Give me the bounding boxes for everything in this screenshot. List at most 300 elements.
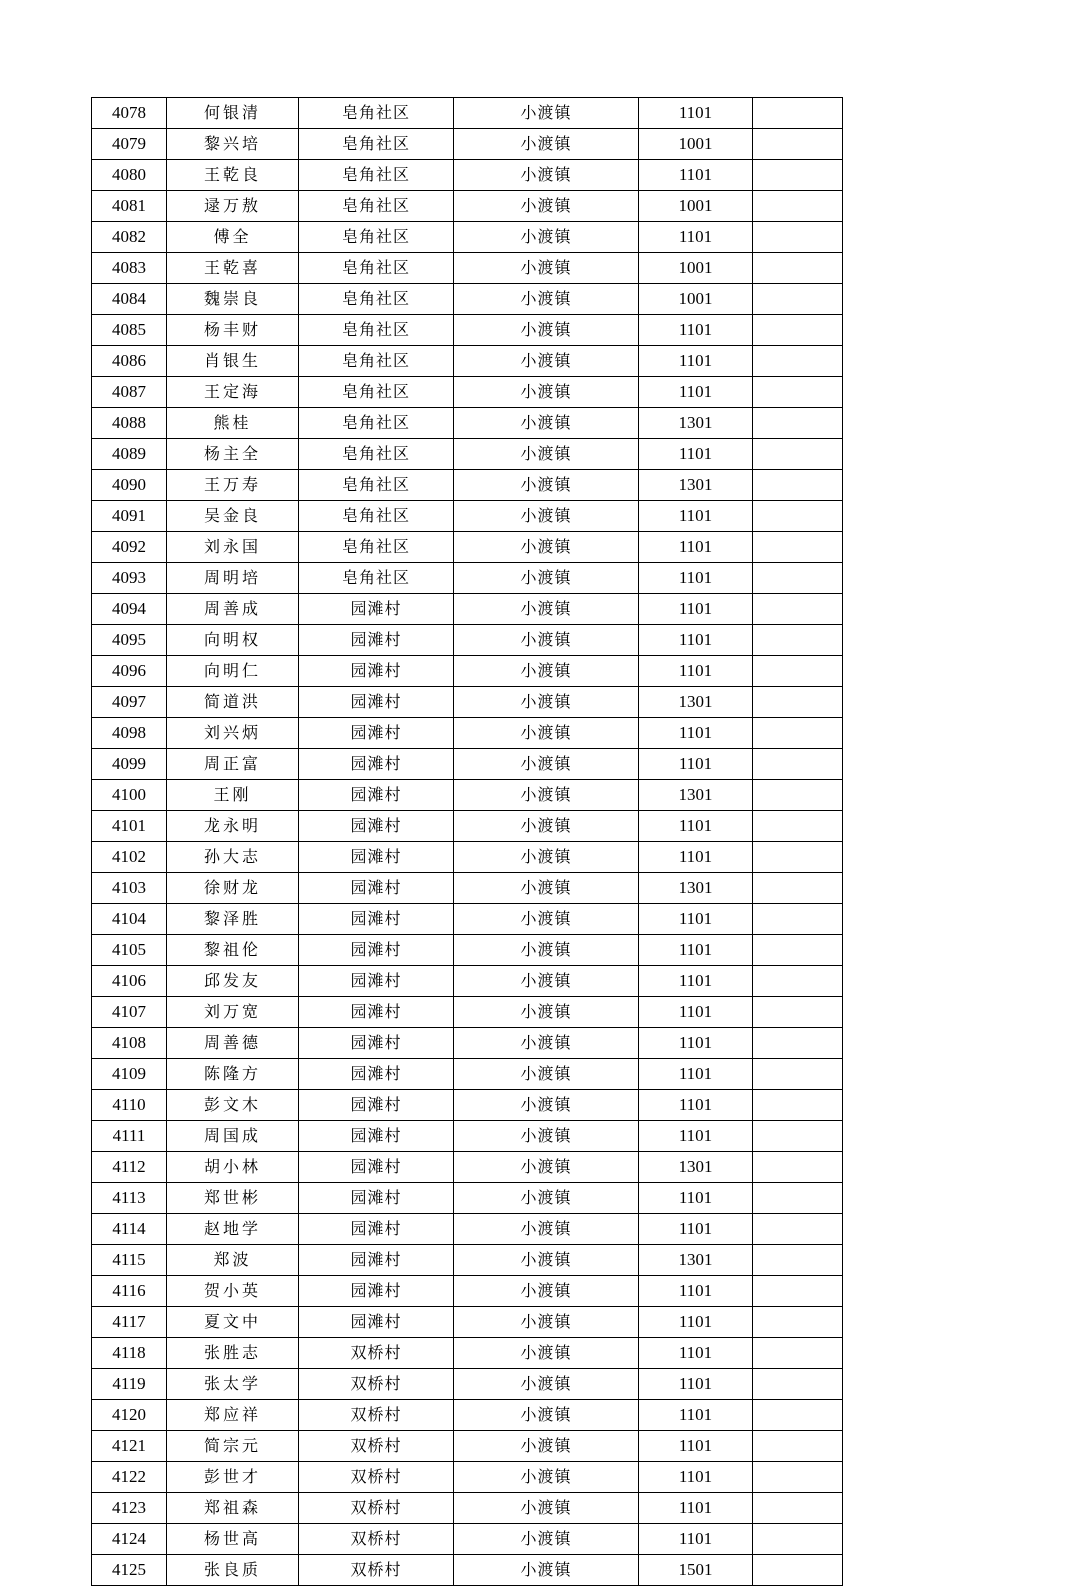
cell-village: 园滩村 bbox=[299, 625, 454, 656]
table-row bbox=[92, 1028, 843, 1059]
table-row bbox=[92, 222, 843, 253]
cell-record-number: 4114 bbox=[92, 1214, 167, 1245]
table-row bbox=[92, 842, 843, 873]
cell-person-name: 陈隆方 bbox=[167, 1059, 299, 1090]
cell-person-name: 刘兴炳 bbox=[167, 718, 299, 749]
cell-person-name: 郑应祥 bbox=[167, 1400, 299, 1431]
cell-person-name: 杨丰财 bbox=[167, 315, 299, 346]
table-row bbox=[92, 377, 843, 408]
cell-person-name: 杨主全 bbox=[167, 439, 299, 470]
cell-town: 小渡镇 bbox=[454, 687, 639, 718]
cell-town: 小渡镇 bbox=[454, 1338, 639, 1369]
cell-record-number: 4104 bbox=[92, 904, 167, 935]
cell-person-name: 傅全 bbox=[167, 222, 299, 253]
cell-record-number: 4108 bbox=[92, 1028, 167, 1059]
cell-village: 皂角社区 bbox=[299, 346, 454, 377]
cell-record-number: 4089 bbox=[92, 439, 167, 470]
cell-record-number: 4112 bbox=[92, 1152, 167, 1183]
cell-person-name: 邱发友 bbox=[167, 966, 299, 997]
cell-code: 1101 bbox=[639, 904, 753, 935]
cell-extra bbox=[753, 780, 843, 811]
cell-village: 皂角社区 bbox=[299, 563, 454, 594]
cell-extra bbox=[753, 1307, 843, 1338]
cell-village: 园滩村 bbox=[299, 1276, 454, 1307]
table-row bbox=[92, 997, 843, 1028]
cell-record-number: 4083 bbox=[92, 253, 167, 284]
cell-village: 双桥村 bbox=[299, 1400, 454, 1431]
cell-village: 皂角社区 bbox=[299, 408, 454, 439]
cell-village: 皂角社区 bbox=[299, 470, 454, 501]
table-row bbox=[92, 935, 843, 966]
cell-town: 小渡镇 bbox=[454, 346, 639, 377]
table-row bbox=[92, 1400, 843, 1431]
table-row bbox=[92, 253, 843, 284]
cell-village: 园滩村 bbox=[299, 997, 454, 1028]
cell-person-name: 简宗元 bbox=[167, 1431, 299, 1462]
cell-code: 1101 bbox=[639, 160, 753, 191]
cell-code: 1101 bbox=[639, 842, 753, 873]
cell-town: 小渡镇 bbox=[454, 470, 639, 501]
cell-town: 小渡镇 bbox=[454, 749, 639, 780]
cell-town: 小渡镇 bbox=[454, 718, 639, 749]
cell-village: 皂角社区 bbox=[299, 284, 454, 315]
cell-village: 园滩村 bbox=[299, 1121, 454, 1152]
cell-person-name: 何银清 bbox=[167, 98, 299, 129]
table-row bbox=[92, 594, 843, 625]
cell-town: 小渡镇 bbox=[454, 501, 639, 532]
cell-extra bbox=[753, 346, 843, 377]
cell-person-name: 向明权 bbox=[167, 625, 299, 656]
cell-village: 园滩村 bbox=[299, 811, 454, 842]
cell-village: 双桥村 bbox=[299, 1338, 454, 1369]
cell-village: 园滩村 bbox=[299, 842, 454, 873]
cell-code: 1101 bbox=[639, 811, 753, 842]
cell-extra bbox=[753, 1338, 843, 1369]
table-row bbox=[92, 1276, 843, 1307]
cell-town: 小渡镇 bbox=[454, 1090, 639, 1121]
cell-town: 小渡镇 bbox=[454, 160, 639, 191]
cell-town: 小渡镇 bbox=[454, 811, 639, 842]
cell-village: 皂角社区 bbox=[299, 532, 454, 563]
table-row bbox=[92, 284, 843, 315]
cell-extra bbox=[753, 377, 843, 408]
cell-town: 小渡镇 bbox=[454, 935, 639, 966]
cell-town: 小渡镇 bbox=[454, 1307, 639, 1338]
table-row bbox=[92, 563, 843, 594]
cell-code: 1101 bbox=[639, 935, 753, 966]
cell-extra bbox=[753, 470, 843, 501]
cell-code: 1101 bbox=[639, 1090, 753, 1121]
cell-person-name: 徐财龙 bbox=[167, 873, 299, 904]
cell-village: 皂角社区 bbox=[299, 222, 454, 253]
cell-town: 小渡镇 bbox=[454, 1400, 639, 1431]
cell-code: 1301 bbox=[639, 1245, 753, 1276]
cell-extra bbox=[753, 1121, 843, 1152]
cell-record-number: 4105 bbox=[92, 935, 167, 966]
cell-extra bbox=[753, 718, 843, 749]
cell-extra bbox=[753, 1462, 843, 1493]
table-row bbox=[92, 408, 843, 439]
cell-person-name: 张太学 bbox=[167, 1369, 299, 1400]
cell-village: 园滩村 bbox=[299, 1307, 454, 1338]
cell-village: 皂角社区 bbox=[299, 160, 454, 191]
table-row bbox=[92, 1462, 843, 1493]
cell-person-name: 简道洪 bbox=[167, 687, 299, 718]
cell-record-number: 4091 bbox=[92, 501, 167, 532]
cell-code: 1101 bbox=[639, 997, 753, 1028]
table-row bbox=[92, 749, 843, 780]
cell-code: 1101 bbox=[639, 625, 753, 656]
cell-record-number: 4098 bbox=[92, 718, 167, 749]
cell-town: 小渡镇 bbox=[454, 315, 639, 346]
table-row bbox=[92, 1338, 843, 1369]
cell-extra bbox=[753, 904, 843, 935]
table-row bbox=[92, 439, 843, 470]
cell-town: 小渡镇 bbox=[454, 191, 639, 222]
cell-town: 小渡镇 bbox=[454, 1276, 639, 1307]
table-row bbox=[92, 1493, 843, 1524]
cell-person-name: 王乾喜 bbox=[167, 253, 299, 284]
cell-village: 双桥村 bbox=[299, 1431, 454, 1462]
cell-town: 小渡镇 bbox=[454, 532, 639, 563]
cell-person-name: 刘永国 bbox=[167, 532, 299, 563]
cell-person-name: 刘万宽 bbox=[167, 997, 299, 1028]
cell-code: 1301 bbox=[639, 687, 753, 718]
cell-village: 双桥村 bbox=[299, 1524, 454, 1555]
cell-town: 小渡镇 bbox=[454, 408, 639, 439]
table-row bbox=[92, 687, 843, 718]
cell-extra bbox=[753, 98, 843, 129]
cell-village: 皂角社区 bbox=[299, 129, 454, 160]
cell-village: 园滩村 bbox=[299, 718, 454, 749]
cell-village: 园滩村 bbox=[299, 1059, 454, 1090]
cell-town: 小渡镇 bbox=[454, 1121, 639, 1152]
cell-person-name: 孙大志 bbox=[167, 842, 299, 873]
table-row bbox=[92, 191, 843, 222]
cell-extra bbox=[753, 1059, 843, 1090]
cell-record-number: 4079 bbox=[92, 129, 167, 160]
cell-code: 1101 bbox=[639, 1462, 753, 1493]
table-row bbox=[92, 1307, 843, 1338]
cell-code: 1101 bbox=[639, 315, 753, 346]
cell-extra bbox=[753, 160, 843, 191]
cell-village: 园滩村 bbox=[299, 687, 454, 718]
cell-person-name: 张良质 bbox=[167, 1555, 299, 1586]
cell-code: 1301 bbox=[639, 780, 753, 811]
cell-village: 园滩村 bbox=[299, 904, 454, 935]
cell-village: 皂角社区 bbox=[299, 377, 454, 408]
cell-record-number: 4106 bbox=[92, 966, 167, 997]
cell-extra bbox=[753, 1276, 843, 1307]
table-row bbox=[92, 1555, 843, 1586]
cell-person-name: 熊桂 bbox=[167, 408, 299, 439]
cell-record-number: 4109 bbox=[92, 1059, 167, 1090]
cell-village: 园滩村 bbox=[299, 780, 454, 811]
cell-town: 小渡镇 bbox=[454, 1493, 639, 1524]
cell-extra bbox=[753, 1400, 843, 1431]
cell-extra bbox=[753, 625, 843, 656]
cell-village: 园滩村 bbox=[299, 1183, 454, 1214]
cell-extra bbox=[753, 1152, 843, 1183]
cell-town: 小渡镇 bbox=[454, 1152, 639, 1183]
cell-extra bbox=[753, 811, 843, 842]
cell-record-number: 4119 bbox=[92, 1369, 167, 1400]
table-row bbox=[92, 718, 843, 749]
cell-extra bbox=[753, 1493, 843, 1524]
cell-village: 园滩村 bbox=[299, 935, 454, 966]
cell-extra bbox=[753, 687, 843, 718]
table-row bbox=[92, 532, 843, 563]
cell-code: 1101 bbox=[639, 1338, 753, 1369]
cell-code: 1501 bbox=[639, 1555, 753, 1586]
cell-town: 小渡镇 bbox=[454, 1245, 639, 1276]
cell-code: 1101 bbox=[639, 1524, 753, 1555]
cell-town: 小渡镇 bbox=[454, 98, 639, 129]
cell-code: 1101 bbox=[639, 966, 753, 997]
cell-extra bbox=[753, 1183, 843, 1214]
cell-person-name: 王乾良 bbox=[167, 160, 299, 191]
cell-person-name: 周国成 bbox=[167, 1121, 299, 1152]
table-row bbox=[92, 1183, 843, 1214]
cell-town: 小渡镇 bbox=[454, 1214, 639, 1245]
cell-person-name: 吴金良 bbox=[167, 501, 299, 532]
cell-code: 1101 bbox=[639, 532, 753, 563]
cell-extra bbox=[753, 129, 843, 160]
cell-code: 1301 bbox=[639, 470, 753, 501]
cell-code: 1001 bbox=[639, 284, 753, 315]
cell-extra bbox=[753, 563, 843, 594]
cell-record-number: 4094 bbox=[92, 594, 167, 625]
cell-code: 1101 bbox=[639, 346, 753, 377]
cell-village: 双桥村 bbox=[299, 1555, 454, 1586]
cell-village: 园滩村 bbox=[299, 1214, 454, 1245]
cell-town: 小渡镇 bbox=[454, 1059, 639, 1090]
table-row bbox=[92, 1059, 843, 1090]
cell-town: 小渡镇 bbox=[454, 1555, 639, 1586]
cell-village: 双桥村 bbox=[299, 1369, 454, 1400]
cell-record-number: 4085 bbox=[92, 315, 167, 346]
table-row bbox=[92, 160, 843, 191]
cell-town: 小渡镇 bbox=[454, 904, 639, 935]
table-row bbox=[92, 98, 843, 129]
cell-code: 1001 bbox=[639, 191, 753, 222]
cell-person-name: 贺小英 bbox=[167, 1276, 299, 1307]
table-row bbox=[92, 346, 843, 377]
cell-village: 皂角社区 bbox=[299, 253, 454, 284]
cell-record-number: 4086 bbox=[92, 346, 167, 377]
cell-record-number: 4115 bbox=[92, 1245, 167, 1276]
table-row bbox=[92, 1152, 843, 1183]
cell-record-number: 4103 bbox=[92, 873, 167, 904]
cell-record-number: 4097 bbox=[92, 687, 167, 718]
cell-person-name: 周明培 bbox=[167, 563, 299, 594]
cell-person-name: 王定海 bbox=[167, 377, 299, 408]
table-row bbox=[92, 656, 843, 687]
cell-extra bbox=[753, 1524, 843, 1555]
table-row bbox=[92, 1524, 843, 1555]
cell-town: 小渡镇 bbox=[454, 563, 639, 594]
cell-code: 1101 bbox=[639, 749, 753, 780]
cell-code: 1101 bbox=[639, 1493, 753, 1524]
cell-village: 园滩村 bbox=[299, 966, 454, 997]
cell-town: 小渡镇 bbox=[454, 253, 639, 284]
cell-extra bbox=[753, 1431, 843, 1462]
cell-person-name: 黎泽胜 bbox=[167, 904, 299, 935]
cell-record-number: 4110 bbox=[92, 1090, 167, 1121]
cell-record-number: 4095 bbox=[92, 625, 167, 656]
cell-village: 双桥村 bbox=[299, 1462, 454, 1493]
cell-extra bbox=[753, 191, 843, 222]
cell-village: 园滩村 bbox=[299, 594, 454, 625]
cell-record-number: 4123 bbox=[92, 1493, 167, 1524]
cell-record-number: 4092 bbox=[92, 532, 167, 563]
cell-town: 小渡镇 bbox=[454, 966, 639, 997]
cell-extra bbox=[753, 315, 843, 346]
cell-code: 1101 bbox=[639, 1059, 753, 1090]
table-row bbox=[92, 1090, 843, 1121]
cell-extra bbox=[753, 1555, 843, 1586]
cell-person-name: 张胜志 bbox=[167, 1338, 299, 1369]
cell-town: 小渡镇 bbox=[454, 656, 639, 687]
cell-town: 小渡镇 bbox=[454, 780, 639, 811]
cell-town: 小渡镇 bbox=[454, 1524, 639, 1555]
cell-town: 小渡镇 bbox=[454, 842, 639, 873]
cell-extra bbox=[753, 997, 843, 1028]
cell-town: 小渡镇 bbox=[454, 439, 639, 470]
cell-village: 双桥村 bbox=[299, 1493, 454, 1524]
cell-person-name: 王刚 bbox=[167, 780, 299, 811]
cell-code: 1101 bbox=[639, 1431, 753, 1462]
cell-extra bbox=[753, 749, 843, 780]
cell-town: 小渡镇 bbox=[454, 1369, 639, 1400]
table-row bbox=[92, 1121, 843, 1152]
cell-code: 1101 bbox=[639, 377, 753, 408]
cell-person-name: 郑祖森 bbox=[167, 1493, 299, 1524]
cell-record-number: 4081 bbox=[92, 191, 167, 222]
cell-code: 1301 bbox=[639, 1152, 753, 1183]
cell-code: 1101 bbox=[639, 1400, 753, 1431]
cell-extra bbox=[753, 1214, 843, 1245]
table-row bbox=[92, 501, 843, 532]
cell-person-name: 彭文木 bbox=[167, 1090, 299, 1121]
cell-person-name: 周善成 bbox=[167, 594, 299, 625]
cell-extra bbox=[753, 594, 843, 625]
cell-record-number: 4117 bbox=[92, 1307, 167, 1338]
cell-town: 小渡镇 bbox=[454, 222, 639, 253]
records-table bbox=[91, 97, 843, 1586]
cell-town: 小渡镇 bbox=[454, 594, 639, 625]
cell-record-number: 4093 bbox=[92, 563, 167, 594]
cell-extra bbox=[753, 1245, 843, 1276]
cell-village: 皂角社区 bbox=[299, 439, 454, 470]
cell-extra bbox=[753, 1090, 843, 1121]
table-row bbox=[92, 1245, 843, 1276]
cell-code: 1101 bbox=[639, 501, 753, 532]
cell-town: 小渡镇 bbox=[454, 1462, 639, 1493]
cell-code: 1101 bbox=[639, 718, 753, 749]
cell-town: 小渡镇 bbox=[454, 1431, 639, 1462]
cell-extra bbox=[753, 284, 843, 315]
cell-person-name: 龙永明 bbox=[167, 811, 299, 842]
cell-person-name: 肖银生 bbox=[167, 346, 299, 377]
cell-code: 1101 bbox=[639, 1369, 753, 1400]
cell-record-number: 4084 bbox=[92, 284, 167, 315]
table-row bbox=[92, 1431, 843, 1462]
cell-record-number: 4099 bbox=[92, 749, 167, 780]
cell-record-number: 4116 bbox=[92, 1276, 167, 1307]
cell-village: 皂角社区 bbox=[299, 501, 454, 532]
cell-person-name: 黎兴培 bbox=[167, 129, 299, 160]
cell-record-number: 4113 bbox=[92, 1183, 167, 1214]
cell-person-name: 魏崇良 bbox=[167, 284, 299, 315]
cell-code: 1101 bbox=[639, 98, 753, 129]
cell-code: 1101 bbox=[639, 594, 753, 625]
cell-record-number: 4111 bbox=[92, 1121, 167, 1152]
cell-code: 1101 bbox=[639, 1307, 753, 1338]
cell-person-name: 周正富 bbox=[167, 749, 299, 780]
cell-code: 1001 bbox=[639, 253, 753, 284]
cell-town: 小渡镇 bbox=[454, 129, 639, 160]
cell-person-name: 郑世彬 bbox=[167, 1183, 299, 1214]
cell-town: 小渡镇 bbox=[454, 1028, 639, 1059]
cell-town: 小渡镇 bbox=[454, 873, 639, 904]
cell-code: 1101 bbox=[639, 656, 753, 687]
cell-person-name: 夏文中 bbox=[167, 1307, 299, 1338]
cell-record-number: 4080 bbox=[92, 160, 167, 191]
cell-town: 小渡镇 bbox=[454, 997, 639, 1028]
table-row bbox=[92, 470, 843, 501]
cell-code: 1101 bbox=[639, 1121, 753, 1152]
cell-record-number: 4087 bbox=[92, 377, 167, 408]
cell-town: 小渡镇 bbox=[454, 625, 639, 656]
cell-code: 1101 bbox=[639, 563, 753, 594]
cell-village: 园滩村 bbox=[299, 873, 454, 904]
cell-extra bbox=[753, 408, 843, 439]
cell-village: 园滩村 bbox=[299, 1090, 454, 1121]
cell-extra bbox=[753, 439, 843, 470]
cell-person-name: 杨世高 bbox=[167, 1524, 299, 1555]
cell-person-name: 胡小林 bbox=[167, 1152, 299, 1183]
cell-record-number: 4090 bbox=[92, 470, 167, 501]
cell-extra bbox=[753, 1028, 843, 1059]
cell-record-number: 4078 bbox=[92, 98, 167, 129]
cell-extra bbox=[753, 532, 843, 563]
cell-code: 1101 bbox=[639, 1276, 753, 1307]
cell-village: 园滩村 bbox=[299, 1028, 454, 1059]
cell-village: 皂角社区 bbox=[299, 315, 454, 346]
cell-code: 1101 bbox=[639, 1214, 753, 1245]
cell-town: 小渡镇 bbox=[454, 377, 639, 408]
cell-village: 园滩村 bbox=[299, 1152, 454, 1183]
cell-record-number: 4088 bbox=[92, 408, 167, 439]
cell-code: 1301 bbox=[639, 408, 753, 439]
cell-person-name: 赵地学 bbox=[167, 1214, 299, 1245]
cell-code: 1101 bbox=[639, 222, 753, 253]
table-row bbox=[92, 904, 843, 935]
cell-extra bbox=[753, 1369, 843, 1400]
cell-person-name: 彭世才 bbox=[167, 1462, 299, 1493]
cell-record-number: 4121 bbox=[92, 1431, 167, 1462]
cell-record-number: 4125 bbox=[92, 1555, 167, 1586]
cell-village: 园滩村 bbox=[299, 1245, 454, 1276]
cell-record-number: 4122 bbox=[92, 1462, 167, 1493]
cell-record-number: 4102 bbox=[92, 842, 167, 873]
cell-extra bbox=[753, 966, 843, 997]
cell-extra bbox=[753, 656, 843, 687]
cell-record-number: 4124 bbox=[92, 1524, 167, 1555]
table-row bbox=[92, 315, 843, 346]
cell-record-number: 4100 bbox=[92, 780, 167, 811]
